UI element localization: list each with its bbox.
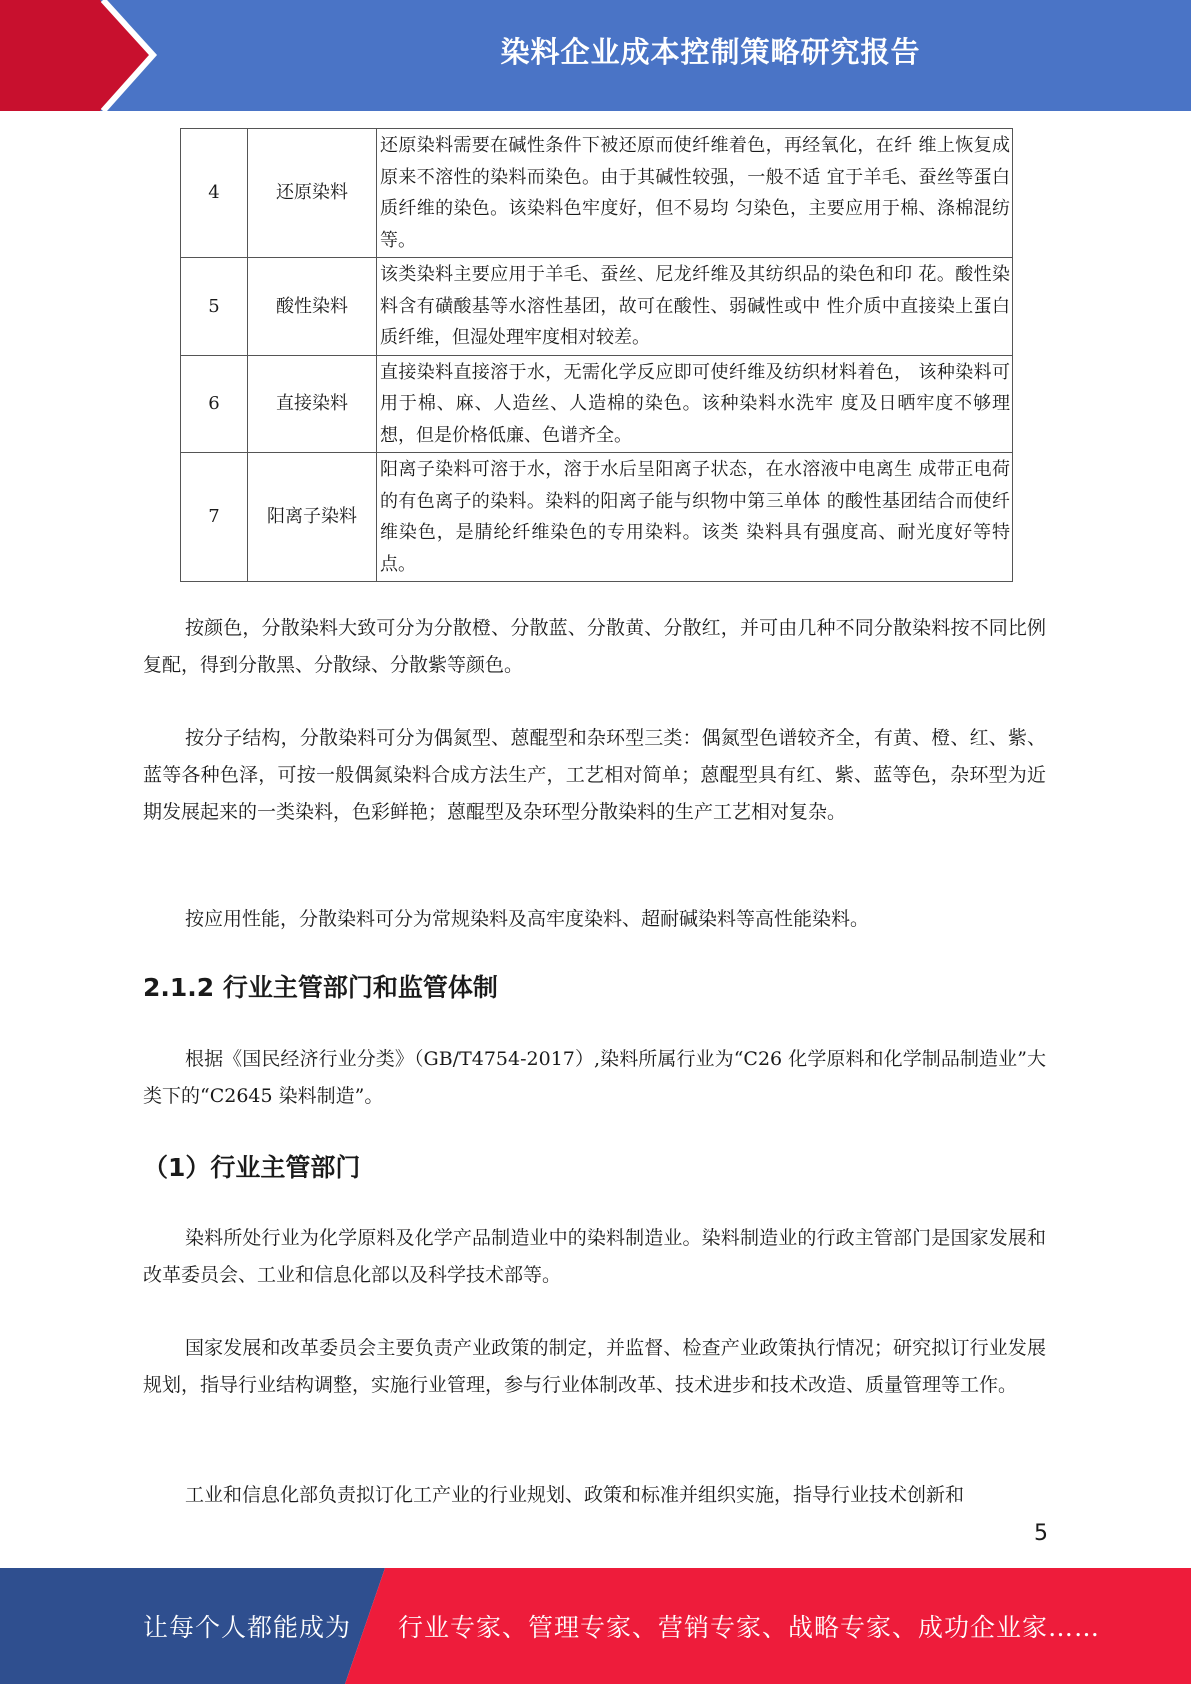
dye-name: 酸性染料 <box>248 258 377 356</box>
row-number: 7 <box>181 453 248 582</box>
paragraph-ndrc: 国家发展和改革委员会主要负责产业政策的制定，并监督、检查产业政策执行情况；研究拟订行业发展规划，指导行业结构调整，实施行业管理，参与行业体制改革、技术进步和技术改造、质量管理等工作。 <box>143 1337 1046 1396</box>
dye-description: 还原染料需要在碱性条件下被还原而使纤维着色，再经氧化，在纤 维上恢复成原来不溶性的染料而染色。由于其碱性较强，一般不适 宜于羊毛、蚕丝等蛋白质纤维的染色。该染料色牢度好，但不易均 匀染色，主要应用于棉、涤棉混纺等。 <box>377 129 1013 258</box>
table-row <box>181 453 1013 582</box>
row-number: 5 <box>181 258 248 356</box>
row-number: 4 <box>181 129 248 258</box>
page-footer <box>0 1568 1191 1684</box>
dye-description: 该类染料主要应用于羊毛、蚕丝、尼龙纤维及其纺织品的染色和印 花。酸性染料含有磺酸基等水溶性基团，故可在酸性、弱碱性或中 性介质中直接染上蛋白质纤维，但湿处理牢度相对较差。 <box>377 258 1013 356</box>
subsection-heading: （1）行业主管部门 <box>143 1153 361 1182</box>
footer-slogan-right: 行业专家、管理专家、营销专家、战略专家、成功企业家…… <box>398 1613 1101 1642</box>
table-row <box>181 129 1013 258</box>
dye-name: 还原染料 <box>248 129 377 258</box>
table-row <box>181 355 1013 453</box>
dye-description: 直接染料直接溶于水，无需化学反应即可使纤维及纺织材料着色， 该种染料可用于棉、麻、人造丝、人造棉的染色。该种染料水洗牢 度及日晒牢度不够理想，但是价格低廉、色谱齐全。 <box>377 355 1013 453</box>
dye-name: 阳离子染料 <box>248 453 377 582</box>
paragraph-industry-classification: 根据《国民经济行业分类》（GB/T4754-2017）,染料所属行业为“C26 化学原料和化学制品制造业”大类下的“C2645 染料制造”。 <box>143 1048 1046 1107</box>
paragraph-performance-classification: 按应用性能，分散染料可分为常规染料及高牢度染料、超耐碱染料等高性能染料。 <box>185 908 870 930</box>
page-number: 5 <box>1034 1521 1048 1546</box>
paragraph-miit: 工业和信息化部负责拟订化工产业的行业规划、政策和标准并组织实施，指导行业技术创新和 <box>185 1484 965 1506</box>
paragraph-structure-classification: 按分子结构，分散染料可分为偶氮型、蒽醌型和杂环型三类：偶氮型色谱较齐全，有黄、橙、红、紫、蓝等各种色泽，可按一般偶氮染料合成方法生产，工艺相对简单；蒽醌型具有红、紫、蓝等色，杂环型为近期发展起来的一类染料，色彩鲜艳；蒽醌型及杂环型分散染料的生产工艺相对复杂。 <box>143 727 1046 823</box>
dye-description: 阳离子染料可溶于水，溶于水后呈阳离子状态，在水溶液中电离生 成带正电荷的有色离子的染料。染料的阳离子能与织物中第三单体 的酸性基团结合而使纤维染色，是腈纶纤维染色的专用染料。该类 染料具有强度高、耐光度好等特点。 <box>377 453 1013 582</box>
page-header <box>0 0 1191 111</box>
footer-slogan-left: 让每个人都能成为 <box>143 1613 352 1642</box>
header-arrow-decoration <box>0 0 160 111</box>
paragraph-authorities: 染料所处行业为化学原料及化学产品制造业中的染料制造业。染料制造业的行政主管部门是国家发展和改革委员会、工业和信息化部以及科学技术部等。 <box>143 1227 1046 1286</box>
paragraph-color-classification: 按颜色，分散染料大致可分为分散橙、分散蓝、分散黄、分散红，并可由几种不同分散染料按不同比例复配，得到分散黑、分散绿、分散紫等颜色。 <box>143 617 1046 676</box>
header-title: 染料企业成本控制策略研究报告 <box>500 34 921 69</box>
dye-types-table <box>180 128 1013 582</box>
table-row <box>181 258 1013 356</box>
dye-name: 直接染料 <box>248 355 377 453</box>
section-heading: 2.1.2 行业主管部门和监管体制 <box>143 973 498 1002</box>
row-number: 6 <box>181 355 248 453</box>
